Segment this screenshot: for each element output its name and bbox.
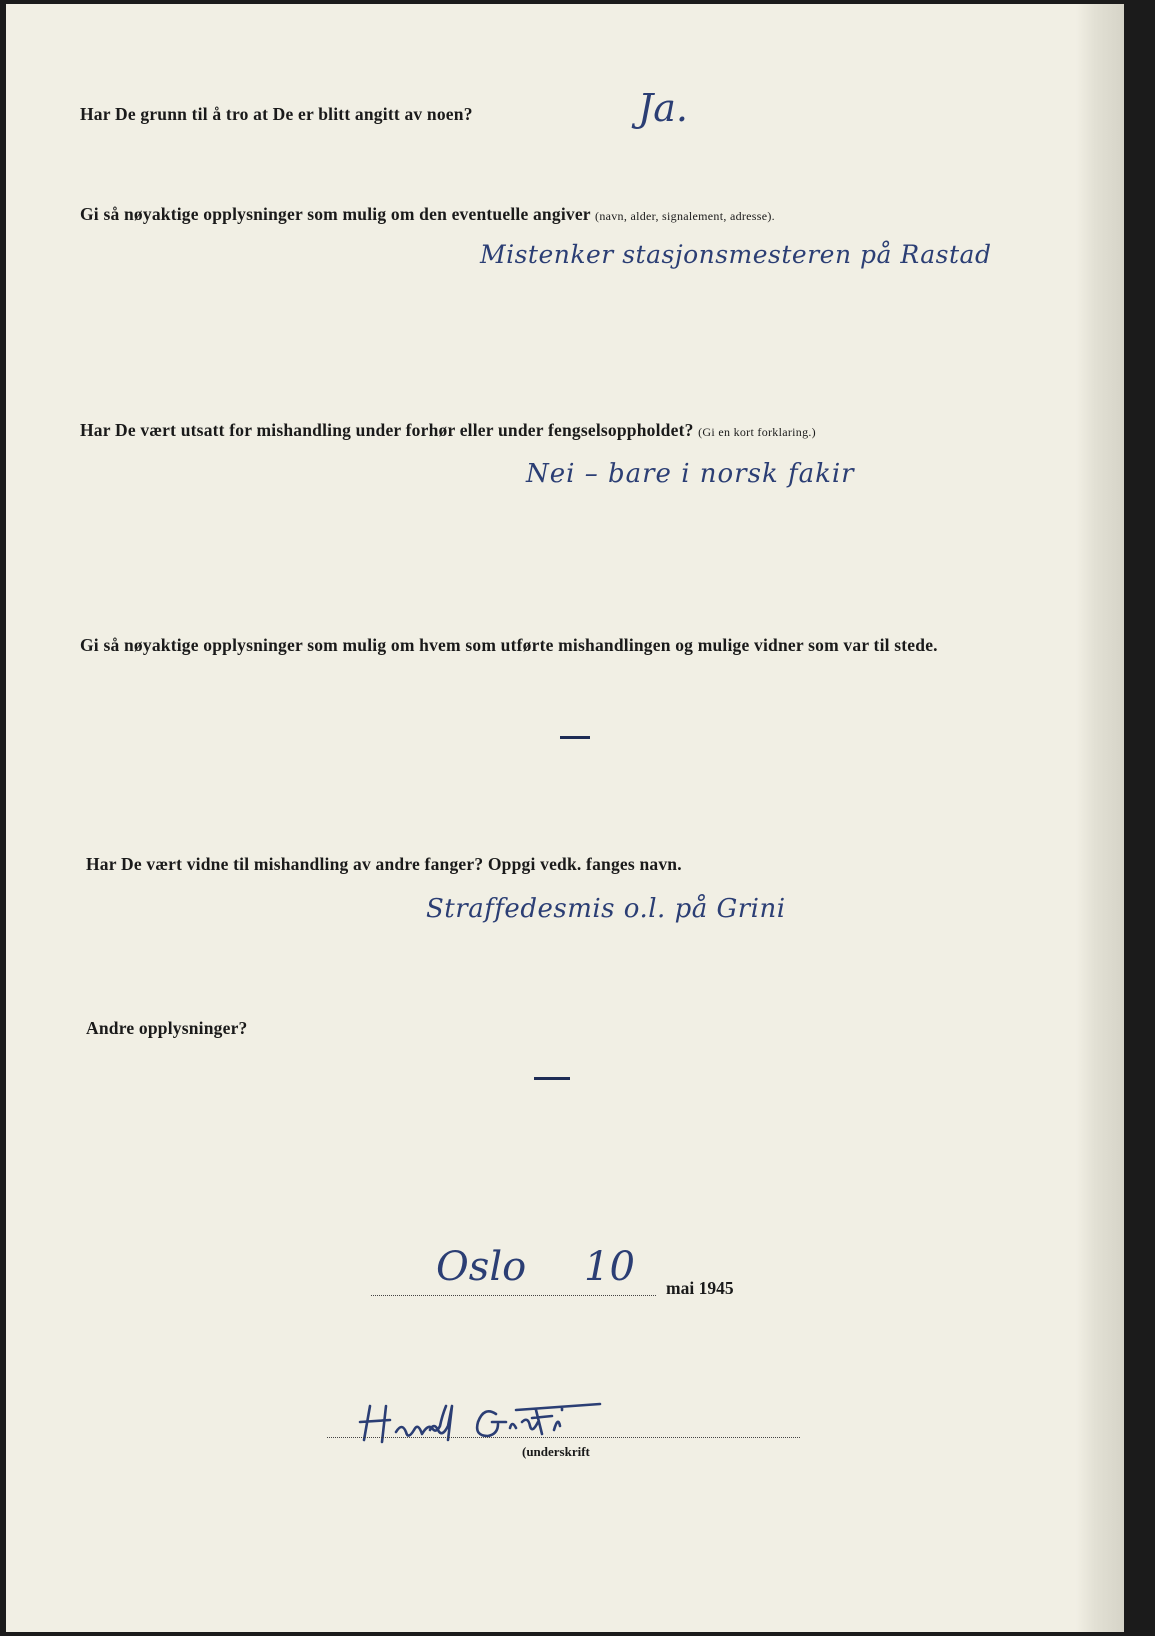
page-edge-shadow [1076, 4, 1124, 1632]
signature-dotted-line [327, 1437, 800, 1438]
question-vidne: Har De vært vidne til mishandling av andre fanger? Oppgi vedk. fanges navn. [86, 854, 682, 874]
question-andre: Andre opplysninger? [86, 1018, 248, 1038]
signature-scribble-icon [356, 1400, 636, 1450]
question-angiver [80, 200, 775, 231]
form-page [6, 4, 1124, 1632]
answer-angiver: Mistenker stasjonsmesteren på Rastad [480, 240, 992, 269]
answer-utforte-dash [560, 736, 590, 739]
question-utforte: Gi så nøyaktige opplysninger som mulig om hvem som utførte mishandlingen og mulige vidner som var til stede. [80, 635, 938, 655]
date-printed: mai 1945 [666, 1278, 734, 1298]
date-dotted-line [371, 1295, 656, 1296]
question-mishandling-text: Har De vært utsatt for mishandling under forhør eller under fengselsoppholdet? [80, 420, 694, 440]
question-angiver-note: (navn, alder, signalement, adresse). [595, 209, 775, 223]
question-mishandling [80, 416, 816, 447]
answer-vidne: Straffedesmis o.l. på Grini [426, 894, 786, 924]
signature-label: (underskrift [522, 1444, 590, 1459]
answer-mishandling: Nei – bare i norsk fakir [526, 459, 855, 489]
day-handwritten: 10 [584, 1244, 635, 1290]
place-handwritten: Oslo [436, 1244, 527, 1290]
answer-andre-dash [534, 1077, 570, 1080]
signature-handwritten [356, 1400, 636, 1459]
answer-angitt: Ja. [638, 86, 688, 130]
question-mishandling-note: (Gi en kort forklaring.) [698, 425, 816, 439]
question-angitt: Har De grunn til å tro at De er blitt angitt av noen? [80, 104, 473, 124]
question-angiver-text: Gi så nøyaktige opplysninger som mulig om den eventuelle angiver [80, 204, 591, 224]
